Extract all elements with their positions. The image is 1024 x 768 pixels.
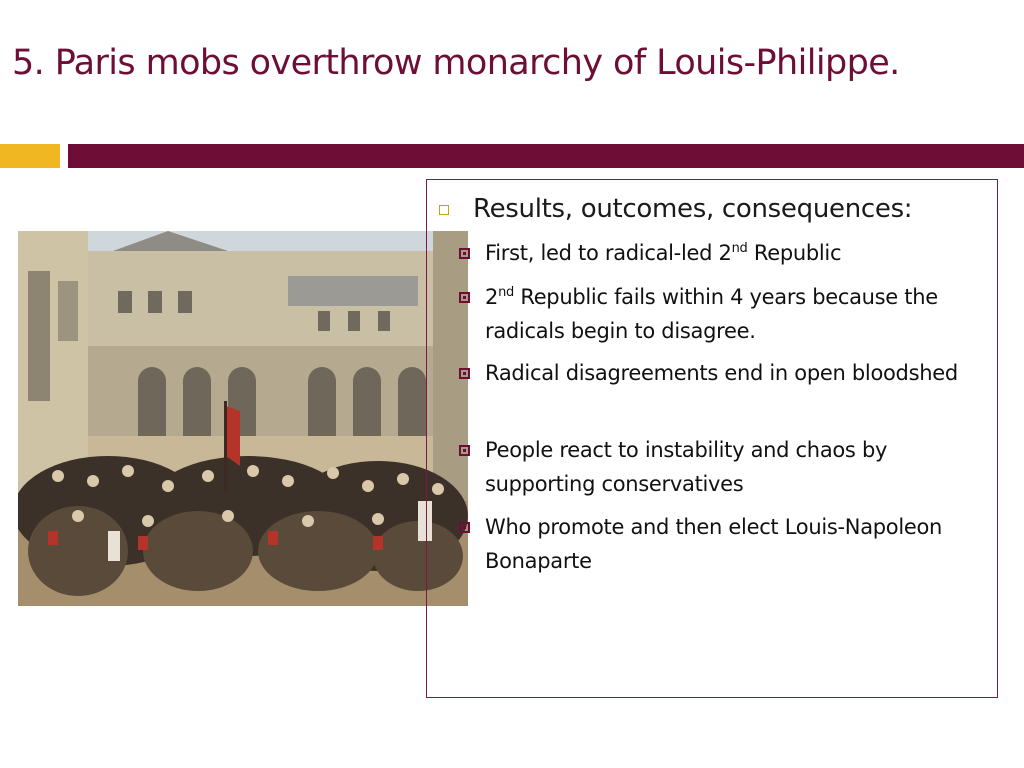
bullet-item	[485, 236, 985, 270]
bullet-text: Radical disagreements end in open bloodshed	[485, 361, 958, 385]
bullet-level1	[441, 192, 986, 226]
bullet-heading-text: Results, outcomes, consequences:	[473, 194, 913, 224]
square-bullet-icon	[459, 445, 470, 456]
accent-bar-maroon	[68, 144, 1024, 168]
bullet-text: 2nd Republic fails within 4 years because the radicals begin to disagree.	[485, 285, 938, 343]
bullet-item	[485, 510, 985, 578]
square-bullet-icon	[439, 205, 449, 215]
square-bullet-icon	[459, 248, 470, 259]
painting-illustration	[18, 231, 468, 606]
bullet-item	[485, 433, 985, 501]
crowd-painting-image	[18, 231, 468, 606]
bullet-item	[485, 280, 985, 348]
bullet-text: First, led to radical-led 2nd Republic	[485, 241, 842, 265]
square-bullet-icon	[459, 292, 470, 303]
bullet-text: Who promote and then elect Louis-Napoleon Bonaparte	[485, 515, 943, 573]
slide-title: 5. Paris mobs overthrow monarchy of Louis-Philippe.	[12, 43, 900, 83]
bullet-text: People react to instability and chaos by supporting conservatives	[485, 438, 888, 496]
square-bullet-icon	[459, 368, 470, 379]
accent-bar-gold	[0, 144, 60, 168]
content-textbox	[426, 179, 998, 698]
bullet-item	[485, 356, 985, 390]
square-bullet-icon	[459, 522, 470, 533]
